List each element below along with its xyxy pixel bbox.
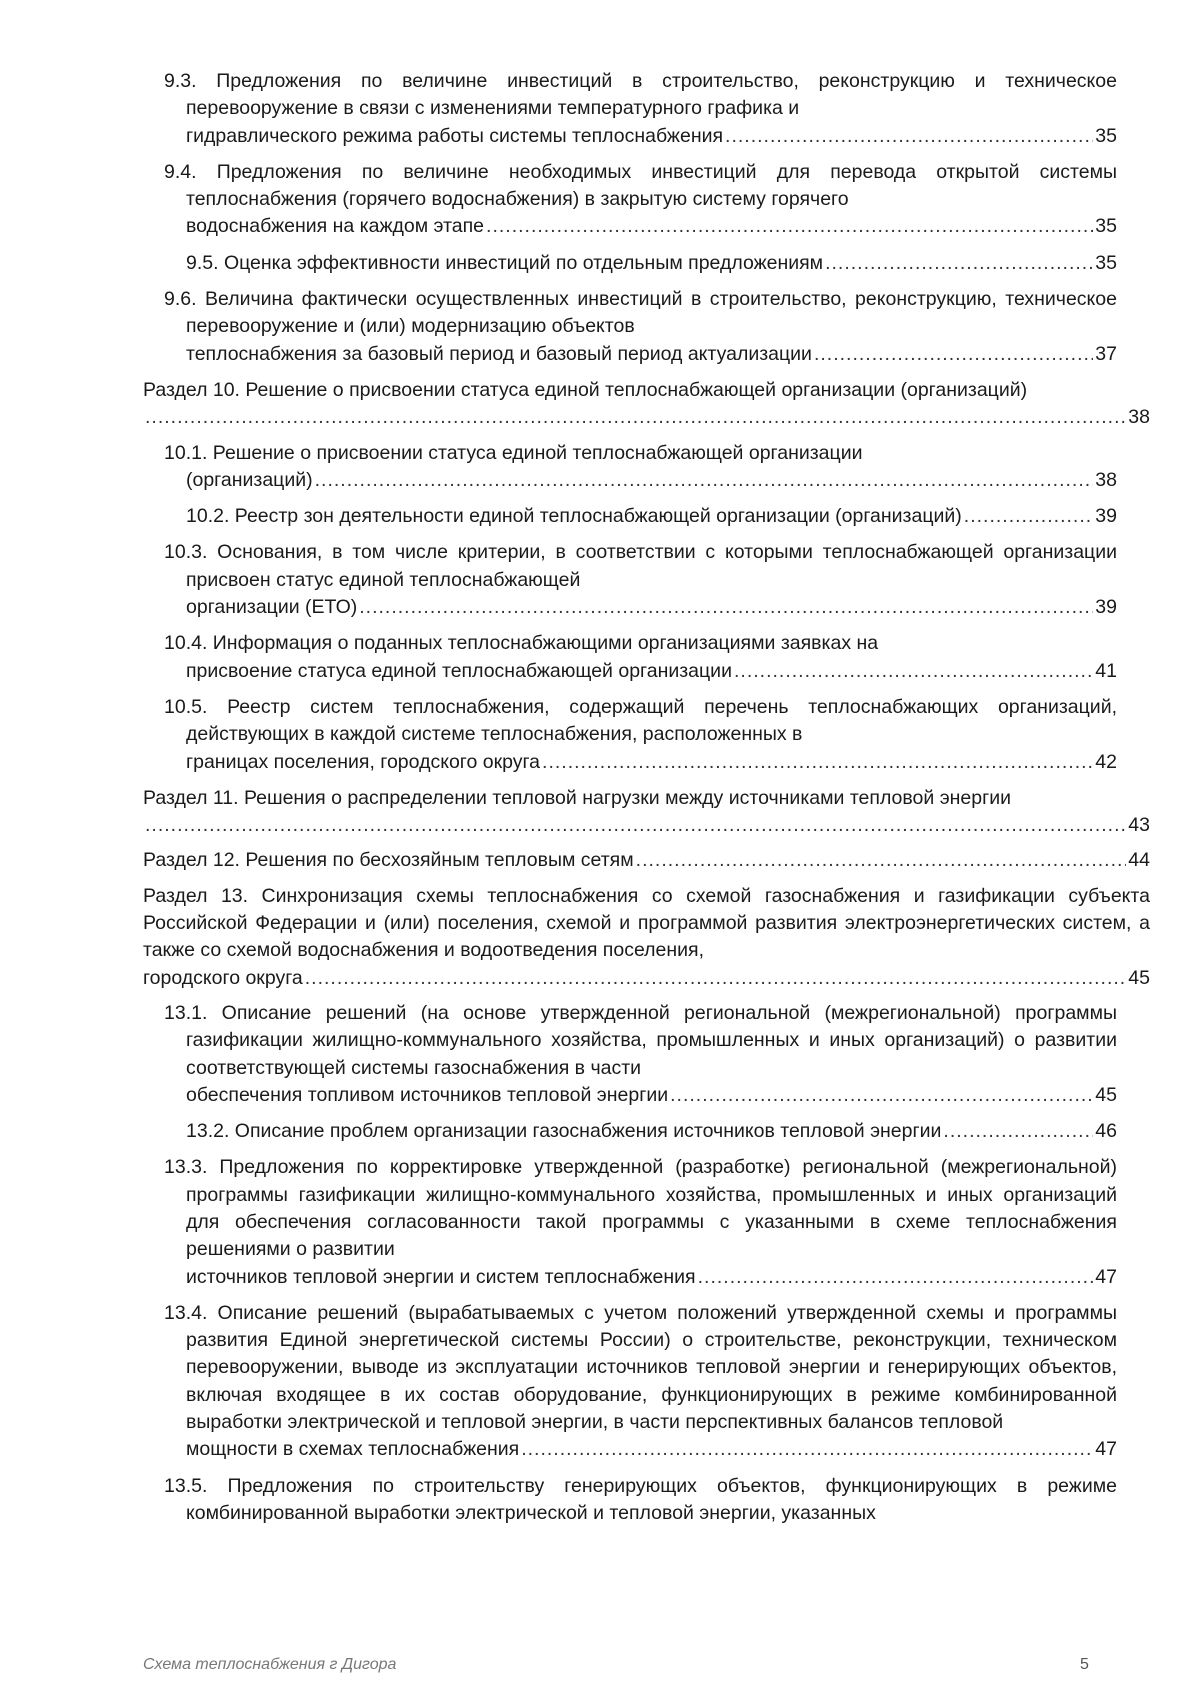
dot-leader	[814, 341, 1093, 368]
toc-entry-text: 9.3. Предложения по величине инвестиций в строительство, реконструкцию и техническое перевооружение в связи с изменениями температурного графика и	[164, 70, 1117, 120]
toc-page-number: 45	[1095, 1083, 1117, 1106]
toc-entry-text: 10.4. Информация о поданных теплоснабжающими организациями заявках на	[164, 632, 879, 655]
toc-leader-line	[143, 847, 1150, 874]
toc-entry[interactable]	[143, 883, 1150, 992]
toc-entry-text: Раздел 12. Решения по бесхозяйным тепловым сетям	[143, 849, 634, 872]
toc-leader-line	[143, 812, 1150, 839]
toc-entry-text: организации (ЕТО)	[186, 596, 358, 619]
toc-page-number: 41	[1095, 659, 1117, 682]
toc-entry[interactable]	[164, 1118, 1117, 1145]
toc-entry[interactable]	[164, 694, 1117, 776]
toc-entry-text: источников тепловой энергии и систем теплоснабжения	[186, 1265, 696, 1288]
toc-page-number: 44	[1128, 849, 1150, 872]
toc-page-number: 42	[1095, 750, 1117, 773]
toc-entry-text: городского округа	[143, 966, 303, 989]
toc-entry[interactable]	[164, 286, 1117, 368]
dot-leader	[315, 467, 1094, 494]
toc-entry[interactable]	[143, 377, 1150, 432]
toc-entry[interactable]	[164, 1000, 1117, 1109]
toc-entry-text: мощности в схемах теплоснабжения	[186, 1438, 520, 1461]
toc-entry-text: 13.3. Предложения по корректировке утвержденной (разработке) региональной (межрегиональной) программы газификации жилищно-коммунального хозяйства, промышленных и иных организаций для обеспечения согласованности такой программы с указанными в схеме теплоснабжения решениями о развитии	[164, 1156, 1117, 1261]
dot-leader	[521, 1436, 1093, 1463]
toc-entry-text: Раздел 11. Решения о распределении тепловой нагрузки между источниками тепловой энергии	[143, 786, 1011, 809]
toc-page-number: 38	[1128, 406, 1150, 429]
toc-page-number: 39	[1095, 505, 1117, 528]
dot-leader	[145, 812, 1126, 839]
dot-leader	[486, 213, 1093, 240]
toc-leader-line	[186, 467, 1117, 494]
toc-entry-text: 13.2. Описание проблем организации газоснабжения источников тепловой энергии	[186, 1120, 942, 1143]
toc-page-number: 35	[1095, 215, 1117, 238]
toc-entry-text: 9.5. Оценка эффективности инвестиций по отдельным предложениям	[186, 251, 824, 274]
toc-page-number: 47	[1095, 1265, 1117, 1288]
toc-leader-line	[186, 503, 1117, 530]
toc-entry-text: Раздел 13. Синхронизация схемы теплоснабжения со схемой газоснабжения и газификации субъекта Российской Федерации и (или) поселения, схемой и программой развития электроэнергетических систем, а также со схемой водоснабжения и водоотведения поселения,	[143, 884, 1150, 962]
toc-leader-line	[186, 1436, 1117, 1463]
toc-entry-text: гидравлического режима работы системы теплоснабжения	[186, 124, 724, 147]
toc-page-number: 47	[1095, 1438, 1117, 1461]
toc-page-number: 35	[1095, 251, 1117, 274]
toc-page-number: 46	[1095, 1120, 1117, 1143]
toc-page-number: 39	[1095, 596, 1117, 619]
dot-leader	[943, 1118, 1093, 1145]
table-of-contents	[143, 68, 1150, 1536]
toc-leader-line	[186, 1118, 1117, 1145]
toc-leader-line	[186, 341, 1117, 368]
toc-entry[interactable]	[143, 847, 1150, 874]
dot-leader	[670, 1082, 1093, 1109]
toc-entry-text: обеспечения топливом источников тепловой энергии	[186, 1083, 669, 1106]
toc-entry[interactable]	[164, 630, 1117, 685]
dot-leader	[698, 1264, 1094, 1291]
toc-entry[interactable]	[164, 68, 1117, 150]
dot-leader	[725, 123, 1093, 150]
toc-leader-line	[186, 250, 1117, 277]
dot-leader	[964, 503, 1094, 530]
toc-entry-text: 13.4. Описание решений (вырабатываемых с учетом положений утвержденной схемы и программы развития Единой энергетической системы России) о строительстве, реконструкции, техническом перевооружении, выводе из эксплуатации источников тепловой энергии и генерирующих объектов, включая входящее в их состав оборудование, функционирующих в режиме комбинированной выработки электрической и тепловой энергии, в части перспективных балансов тепловой	[164, 1301, 1117, 1434]
toc-entry[interactable]	[164, 1300, 1117, 1464]
toc-entry-text: (организаций)	[186, 468, 313, 491]
dot-leader	[636, 847, 1127, 874]
toc-leader-line	[143, 965, 1150, 992]
dot-leader	[542, 749, 1093, 776]
toc-page-number: 43	[1128, 814, 1150, 837]
toc-leader-line	[186, 658, 1117, 685]
toc-entry-text: 10.2. Реестр зон деятельности единой теплоснабжающей организации (организаций)	[186, 505, 962, 528]
toc-entry-text: 13.1. Описание решений (на основе утвержденной региональной (межрегиональной) программы газификации жилищно-коммунального хозяйства, промышленных и иных организаций) о развитии соответствующей системы газоснабжения в части	[164, 1001, 1117, 1079]
toc-entry-text: присвоение статуса единой теплоснабжающей организации	[186, 659, 732, 682]
toc-leader-line	[143, 404, 1150, 431]
toc-entry[interactable]	[164, 1473, 1117, 1528]
dot-leader	[305, 965, 1127, 992]
toc-leader-line	[186, 123, 1117, 150]
toc-entry-text: теплоснабжения за базовый период и базовый период актуализации	[186, 342, 812, 365]
toc-entry-text: 9.6. Величина фактически осуществленных инвестиций в строительство, реконструкцию, техническое перевооружение и (или) модернизацию объектов	[164, 288, 1117, 338]
toc-leader-line	[186, 1082, 1117, 1109]
toc-page-number: 38	[1095, 468, 1117, 491]
toc-page-number: 45	[1128, 966, 1150, 989]
toc-leader-line	[186, 749, 1117, 776]
toc-entry-text: 9.4. Предложения по величине необходимых инвестиций для перевода открытой системы теплоснабжения (горячего водоснабжения) в закрытую систему горячего	[164, 160, 1117, 211]
toc-leader-line	[186, 213, 1117, 240]
toc-entry[interactable]	[164, 539, 1117, 621]
toc-entry[interactable]	[143, 785, 1150, 840]
footer-title: Схема теплоснабжения г Дигора	[143, 1656, 397, 1673]
dot-leader	[145, 404, 1126, 431]
dot-leader	[734, 658, 1093, 685]
toc-entry[interactable]	[164, 159, 1117, 241]
toc-leader-line	[186, 594, 1117, 621]
toc-entry[interactable]	[164, 250, 1117, 277]
toc-entry[interactable]	[164, 1154, 1117, 1290]
footer-page-number: 5	[1080, 1656, 1089, 1673]
dot-leader	[359, 594, 1093, 621]
toc-page-number: 35	[1095, 124, 1117, 147]
toc-entry-text: границах поселения, городского округа	[186, 750, 541, 773]
toc-page-number: 37	[1095, 342, 1117, 365]
toc-entry[interactable]	[164, 440, 1117, 495]
toc-entry-text: 10.1. Решение о присвоении статуса единой теплоснабжающей организации	[164, 441, 863, 464]
toc-entry-text: 10.5. Реестр систем теплоснабжения, содержащий перечень теплоснабжающих организаций, действующих в каждой системе теплоснабжения, расположенных в	[164, 695, 1117, 746]
toc-entry-text: Раздел 10. Решение о присвоении статуса единой теплоснабжающей организации (организаций)	[143, 378, 1028, 401]
toc-leader-line	[186, 1264, 1117, 1291]
toc-entry-text: 13.5. Предложения по строительству генерирующих объектов, функционирующих в режиме комбинированной выработки электрической и тепловой энергии, указанных	[164, 1474, 1117, 1524]
dot-leader	[825, 250, 1093, 277]
toc-entry-text: 10.3. Основания, в том числе критерии, в соответствии с которыми теплоснабжающей организации присвоен статус единой теплоснабжающей	[164, 541, 1117, 591]
toc-entry-text: водоснабжения на каждом этапе	[186, 215, 485, 238]
toc-entry[interactable]	[164, 503, 1117, 530]
